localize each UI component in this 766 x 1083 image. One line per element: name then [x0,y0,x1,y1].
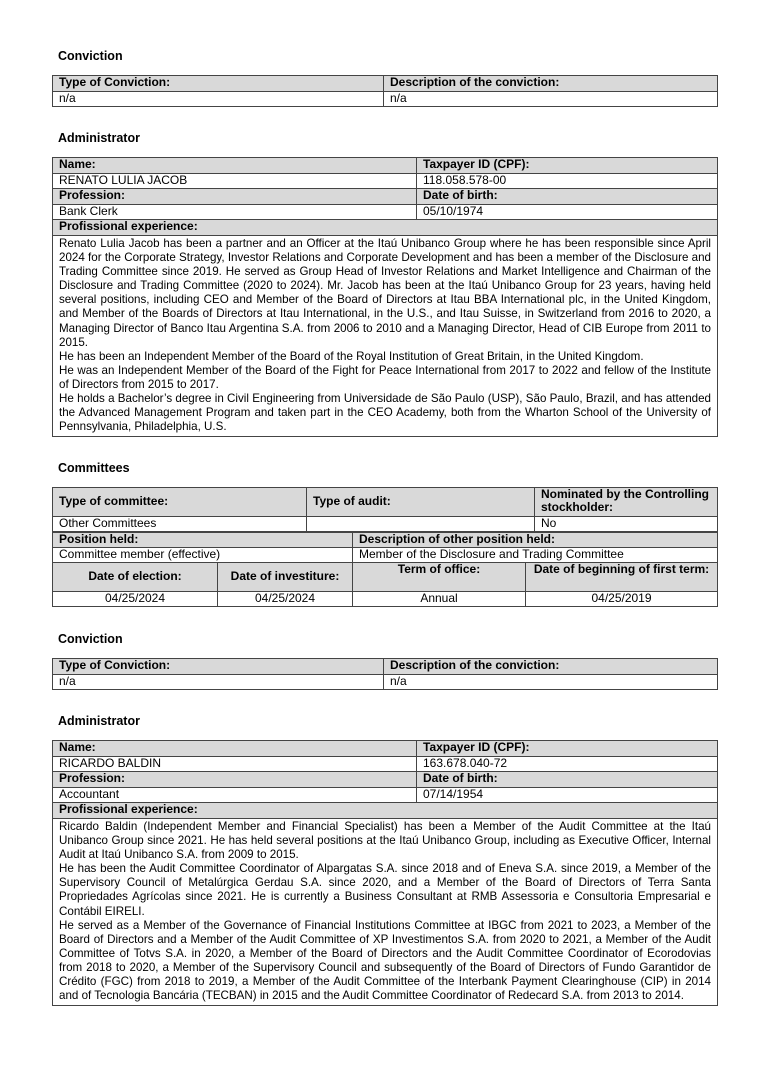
investiture-date-value: 04/25/2024 [218,592,353,607]
conviction-heading: Conviction [58,49,123,63]
experience-paragraph: He served as a Member of the Governance of Financial Institutions Committee at IBGC from 2021 to 2023, a Member of the Board of Directors and a Member of the Audit Committee of XP Investimentos S.A. from 2020 to 2021, a Member of the Audit Committee of Totvs S.A. in 2020, a Member of the Board of Directors and the Audit Committee Coordinator of Ecorodovias from 2018 to 2020, a Member of the Supervisory Council and subsequently of the Board of Directors of Fundo Garantidor de Crédito (FGC) from 2018 to 2019, a Member of the Audit Committee of the Interbank Payment Clearinghouse (CIP) in 2014 and of Tecnologia Bancária (TECBAN) in 2015 and the Audit Committee Coordinator of Redecard S.A. from 2013 to 2014. [59,918,711,1003]
committees-table-top [52,487,718,532]
experience-paragraph: He has been an Independent Member of the Board of the Royal Institution of Great Britain, in the United Kingdom. [59,349,644,363]
conviction-desc-label: Description of the conviction: [384,76,718,92]
conviction-heading: Conviction [58,632,123,646]
profession-value: Bank Clerk [53,205,417,220]
first-term-value: 04/25/2019 [526,592,718,607]
dob-label: Date of birth: [417,772,718,788]
cpf-value: 118.058.578-00 [417,174,718,189]
term-value: Annual [353,592,526,607]
name-label: Name: [53,741,417,757]
conviction-table [52,658,718,690]
experience-text [53,819,718,1006]
other-position-label: Description of other position held: [353,533,718,548]
name-label: Name: [53,158,417,174]
cpf-label: Taxpayer ID (CPF): [417,158,718,174]
experience-text [53,236,718,437]
name-value: RICARDO BALDIN [53,757,417,772]
conviction-type-value: n/a [53,675,384,690]
investiture-date-label: Date of investiture: [218,563,353,592]
first-term-label: Date of beginning of first term: [526,563,718,592]
conviction-desc-value: n/a [384,92,718,107]
profession-value: Accountant [53,788,417,803]
audit-type-label: Type of audit: [307,488,535,517]
conviction-desc-label: Description of the conviction: [384,659,718,675]
administrator-heading: Administrator [58,131,140,145]
position-value: Committee member (effective) [53,548,353,563]
administrator-table [52,157,718,437]
profession-label: Profession: [53,189,417,205]
experience-paragraph: Renato Lulia Jacob has been a partner and an Officer at the Itaú Unibanco Group where he has been responsible since April 2024 for the Corporate Strategy, Investor Relations and Corporate Development and has been a member of the Disclosure and Trading Committee since 2019. He served as Group Head of Investor Relations and Market Intelligence and Chairman of the Disclosure and Trading Committee (2020 to 2024). Mr. Jacob has been at the Itaú Unibanco Group for 23 years, having held several positions, including CEO and Member of the Board of Directors at Itau BBA International plc, in the United Kingdom, and Member of the Boards of Directors at Itau International, in the U.S., and Itau Suisse, in Switzerland from 2016 to 2020, a Managing Director of Banco Itau Argentina S.A. from 2006 to 2010 and a Managing Director, Head of CIB Europe from 2011 to 2015. [59,237,711,349]
name-value: RENATO LULIA JACOB [53,174,417,189]
dob-label: Date of birth: [417,189,718,205]
profession-label: Profession: [53,772,417,788]
audit-type-value [307,517,535,532]
cpf-label: Taxpayer ID (CPF): [417,741,718,757]
experience-paragraph: He was an Independent Member of the Board of the Fight for Peace International from 2017 to 2022 and fellow of the Institute of Directors from 2015 to 2017. [59,363,711,391]
position-label: Position held: [53,533,353,548]
other-position-value: Member of the Disclosure and Trading Committee [353,548,718,563]
experience-paragraph: He has been the Audit Committee Coordinator of Alpargatas S.A. since 2018 and of Eneva S.A. since 2019, a Member of the Supervisory Council of Metalúrgica Gerdau S.A. since 2020, and a Member of the Board of Directors of Terra Santa Propriedades Agrícolas since 2021. He is currently a Business Consultant at RMB Assessoria e Consultoria Empresarial e Contábil EIRELI. [59,862,711,918]
experience-label: Profissional experience: [53,803,718,819]
conviction-type-label: Type of Conviction: [53,659,384,675]
administrator-heading: Administrator [58,714,140,728]
committees-heading: Committees [58,461,130,475]
conviction-type-value: n/a [53,92,384,107]
conviction-type-label: Type of Conviction: [53,76,384,92]
experience-paragraph: Ricardo Baldin (Independent Member and Financial Specialist) has been a Member of the Audit Committee at the Itaú Unibanco Group since 2021. He has held several positions at the Itaú Unibanco Group, including as Executive Officer, Internal Audit at Itaú Unibanco S.A. from 2009 to 2015. [59,820,711,862]
experience-paragraph: He holds a Bachelor’s degree in Civil Engineering from Universidade de São Paulo (USP), São Paulo, Brazil, and has attended the Advanced Management Program and taken part in the CEO Academy, both from the Wharton School of the University of Pennsylvania, Philadelphia, U.S. [59,392,711,434]
dob-value: 07/14/1954 [417,788,718,803]
committees-table-bottom [52,532,718,607]
term-label: Term of office: [353,563,526,592]
election-date-value: 04/25/2024 [53,592,218,607]
committee-type-value: Other Committees [53,517,307,532]
committee-type-label: Type of committee: [53,488,307,517]
election-date-label: Date of election: [53,563,218,592]
dob-value: 05/10/1974 [417,205,718,220]
administrator-table [52,740,718,1006]
cpf-value: 163.678.040-72 [417,757,718,772]
conviction-desc-value: n/a [384,675,718,690]
nominated-value: No [535,517,718,532]
conviction-table [52,75,718,107]
experience-label: Profissional experience: [53,220,718,236]
nominated-label: Nominated by the Controlling stockholder: [535,488,718,517]
